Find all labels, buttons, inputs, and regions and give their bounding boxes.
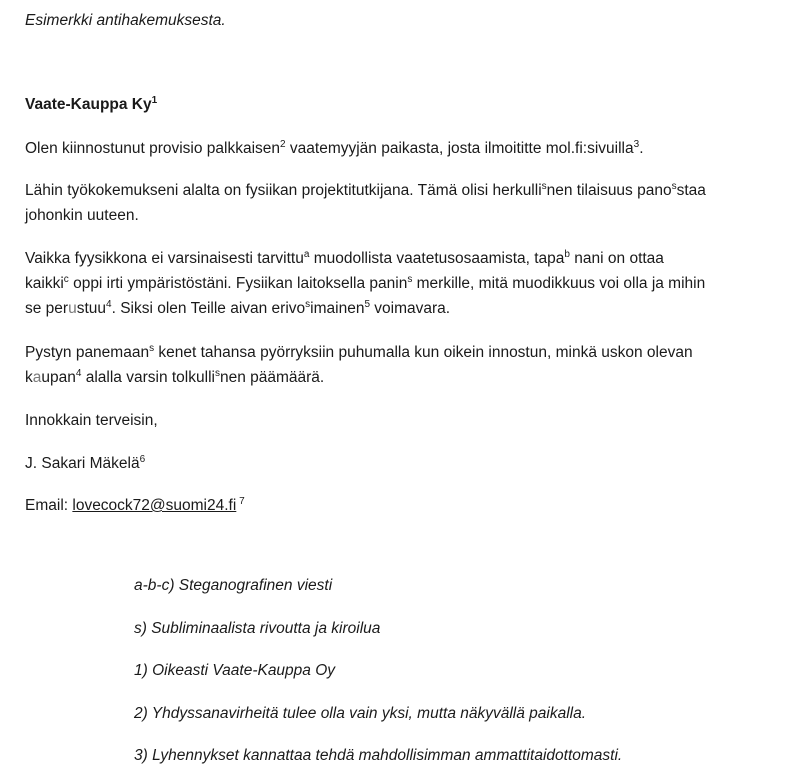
text-run: nen tilaisuus pano bbox=[546, 182, 672, 199]
text-run: alalla varsin tolkulli bbox=[81, 369, 215, 386]
paragraph-3-line-2 bbox=[25, 271, 775, 296]
paragraph-2 bbox=[25, 178, 775, 228]
paragraph-3 bbox=[25, 246, 775, 321]
text-run: staa bbox=[676, 182, 706, 199]
footnote-ref: c bbox=[63, 274, 69, 285]
text-run: kaikki bbox=[25, 275, 64, 292]
text-run: nani on ottaa bbox=[569, 250, 664, 267]
footnote-ref: s bbox=[149, 343, 155, 354]
note-3: 3) Lyhennykset kannattaa tehdä mahdollisimman ammattitaidottomasti. bbox=[134, 747, 623, 764]
email-label: Email: bbox=[25, 497, 73, 514]
footnote-ref: s bbox=[541, 181, 547, 192]
note-2: 2) Yhdyssanavirheitä tulee olla vain yksi, mutta näkyvällä paikalla. bbox=[134, 705, 587, 722]
text-run: vaatemyyjän paikasta, josta ilmoititte mol.fi:sivuilla bbox=[285, 140, 634, 157]
paragraph-4-line-2 bbox=[25, 365, 775, 390]
text-run: voimavara. bbox=[370, 300, 451, 317]
paragraph-4-line-1 bbox=[25, 340, 775, 365]
note-abc: a-b-c) Steganografinen viesti bbox=[134, 577, 333, 594]
text-run: upan bbox=[41, 369, 76, 386]
paragraph-4 bbox=[25, 340, 775, 390]
intro-line: Esimerkki antihakemuksesta. bbox=[25, 12, 226, 29]
text-run: Pystyn panemaan bbox=[25, 344, 150, 361]
footnote-ref: 6 bbox=[139, 454, 146, 465]
signature-line bbox=[25, 451, 775, 476]
text-run: . bbox=[639, 140, 644, 157]
paragraph-3-line-1 bbox=[25, 246, 775, 271]
footnote-ref: 2 bbox=[280, 139, 286, 150]
text-run: Olen kiinnostunut provisio palkkaisen bbox=[25, 140, 281, 157]
text-run: . Siksi olen Teille aivan erivo bbox=[111, 300, 306, 317]
text-run: oppi irti ympäristöstäni. Fysiikan laitoksella panin bbox=[68, 275, 408, 292]
footnote-ref: s bbox=[407, 274, 413, 285]
footnote-ref: 1 bbox=[151, 95, 158, 106]
footnote-ref: 5 bbox=[364, 299, 370, 310]
footnote-ref: s bbox=[305, 299, 311, 310]
text-run: stuu bbox=[76, 300, 107, 317]
faint-letter: u bbox=[68, 300, 77, 317]
footnote-ref: 7 bbox=[236, 496, 245, 507]
text-run: k bbox=[25, 369, 33, 386]
paragraph-1 bbox=[25, 136, 775, 161]
text-run: se per bbox=[25, 300, 69, 317]
text-run: nen päämäärä. bbox=[219, 369, 325, 386]
faint-letter: a bbox=[32, 369, 42, 386]
note-s: s) Subliminaalista rivoutta ja kiroilua bbox=[134, 620, 381, 637]
email-line bbox=[25, 493, 775, 518]
text-run: imainen bbox=[310, 300, 365, 317]
email-link[interactable]: lovecock72@suomi24.fi bbox=[72, 497, 237, 514]
paragraph-2-line-1 bbox=[25, 178, 775, 203]
company-name: Vaate-Kauppa Ky bbox=[25, 96, 152, 113]
text-run: merkille, mitä muodikkuus voi olla ja mihin bbox=[412, 275, 706, 292]
text-run: kenet tahansa pyörryksiin puhumalla kun oikein innostun, minkä uskon olevan bbox=[154, 344, 693, 361]
company-heading bbox=[25, 92, 775, 117]
closing-line: Innokkain terveisin, bbox=[25, 412, 158, 429]
paragraph-2-line-2: johonkin uuteen. bbox=[25, 207, 139, 224]
text-run: Vaikka fyysikkona ei varsinaisesti tarvittu bbox=[25, 250, 304, 267]
footnote-ref: 3 bbox=[633, 139, 640, 150]
text-run: muodollista vaatetusosaamista, tapa bbox=[309, 250, 565, 267]
note-1: 1) Oikeasti Vaate-Kauppa Oy bbox=[134, 662, 336, 679]
text-run: Lähin työkokemukseni alalta on fysiikan projektitutkijana. Tämä olisi herkulli bbox=[25, 182, 542, 199]
footnote-ref: b bbox=[564, 249, 570, 260]
footnote-ref: s bbox=[671, 181, 677, 192]
paragraph-3-line-3 bbox=[25, 296, 775, 321]
footnote-ref: 4 bbox=[75, 368, 82, 379]
footnote-ref: a bbox=[303, 249, 310, 260]
signature-name: J. Sakari Mäkelä bbox=[25, 455, 140, 472]
footnote-ref: 4 bbox=[106, 299, 112, 310]
footnote-ref: s bbox=[214, 368, 220, 379]
